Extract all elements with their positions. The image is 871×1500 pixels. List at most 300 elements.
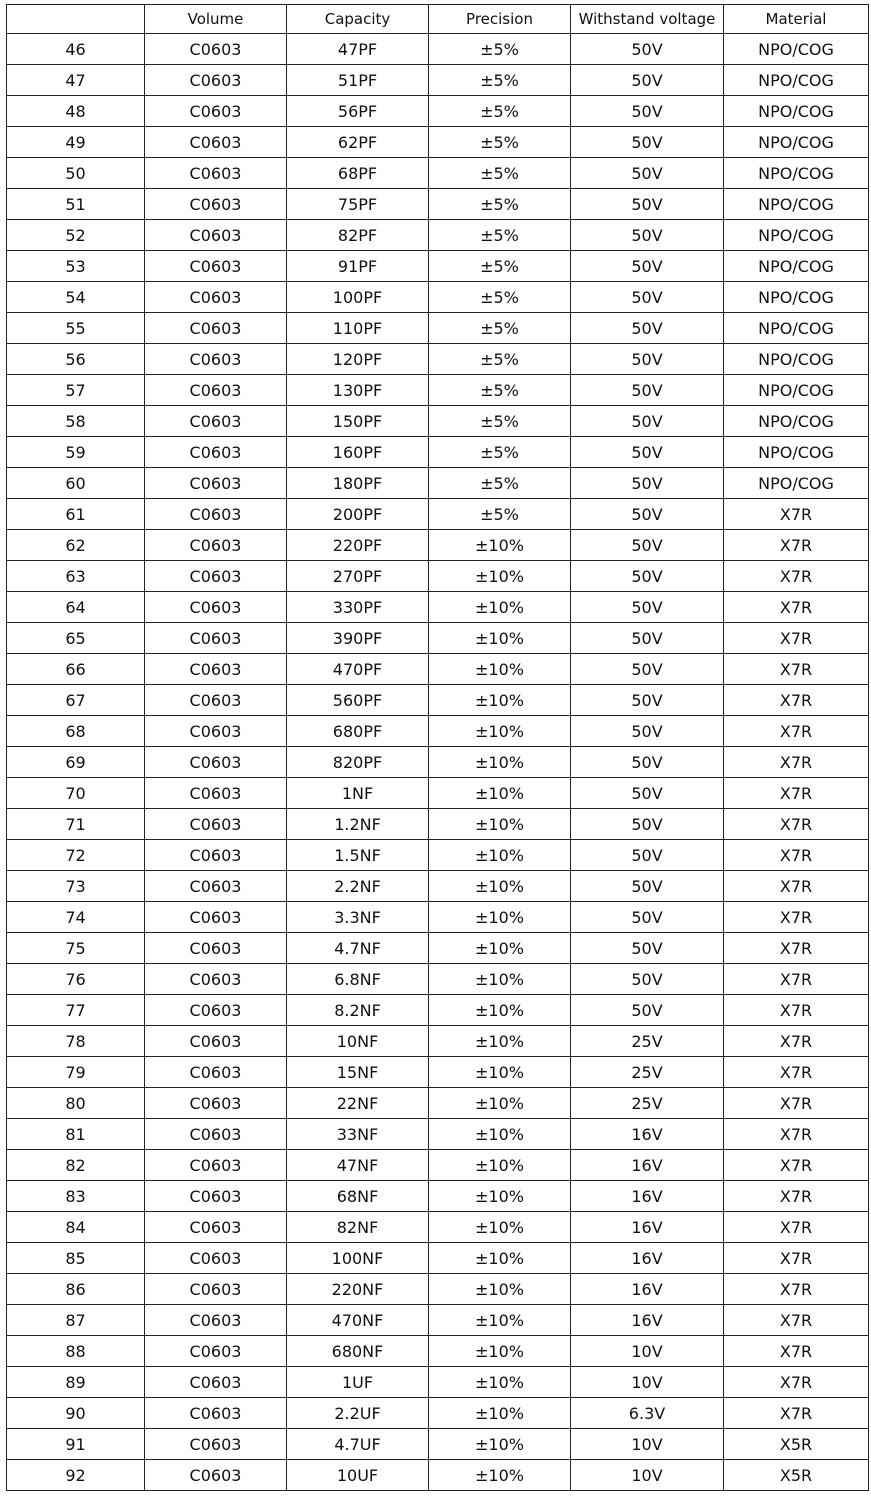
cell-material: NPO/COG <box>724 65 869 96</box>
cell-withstand-voltage: 10V <box>571 1367 724 1398</box>
cell-withstand-voltage: 50V <box>571 282 724 313</box>
cell-volume: C0603 <box>145 220 287 251</box>
cell-withstand-voltage: 50V <box>571 220 724 251</box>
table-row <box>7 1336 869 1367</box>
cell-material: X7R <box>724 1088 869 1119</box>
cell-index: 80 <box>7 1088 145 1119</box>
table-row <box>7 34 869 65</box>
cell-withstand-voltage: 50V <box>571 747 724 778</box>
cell-material: X7R <box>724 1336 869 1367</box>
cell-index: 47 <box>7 65 145 96</box>
cell-precision: ±10% <box>429 809 571 840</box>
cell-withstand-voltage: 50V <box>571 592 724 623</box>
table-row <box>7 1119 869 1150</box>
cell-volume: C0603 <box>145 65 287 96</box>
table-row <box>7 964 869 995</box>
table-row <box>7 778 869 809</box>
cell-precision: ±10% <box>429 747 571 778</box>
cell-index: 82 <box>7 1150 145 1181</box>
cell-index: 89 <box>7 1367 145 1398</box>
cell-precision: ±10% <box>429 1088 571 1119</box>
cell-precision: ±5% <box>429 344 571 375</box>
cell-capacity: 120PF <box>287 344 429 375</box>
cell-index: 46 <box>7 34 145 65</box>
cell-capacity: 82PF <box>287 220 429 251</box>
cell-withstand-voltage: 50V <box>571 964 724 995</box>
cell-withstand-voltage: 16V <box>571 1150 724 1181</box>
cell-index: 72 <box>7 840 145 871</box>
cell-withstand-voltage: 50V <box>571 778 724 809</box>
cell-capacity: 270PF <box>287 561 429 592</box>
cell-withstand-voltage: 25V <box>571 1088 724 1119</box>
cell-material: X7R <box>724 623 869 654</box>
cell-index: 52 <box>7 220 145 251</box>
table-row <box>7 1181 869 1212</box>
cell-capacity: 3.3NF <box>287 902 429 933</box>
cell-material: X7R <box>724 592 869 623</box>
cell-precision: ±5% <box>429 34 571 65</box>
cell-volume: C0603 <box>145 1119 287 1150</box>
cell-capacity: 100PF <box>287 282 429 313</box>
cell-index: 76 <box>7 964 145 995</box>
cell-index: 75 <box>7 933 145 964</box>
cell-volume: C0603 <box>145 1057 287 1088</box>
table-row <box>7 809 869 840</box>
cell-precision: ±10% <box>429 1336 571 1367</box>
cell-volume: C0603 <box>145 375 287 406</box>
cell-withstand-voltage: 50V <box>571 995 724 1026</box>
cell-index: 58 <box>7 406 145 437</box>
table-row <box>7 1274 869 1305</box>
cell-volume: C0603 <box>145 127 287 158</box>
cell-capacity: 180PF <box>287 468 429 499</box>
cell-index: 91 <box>7 1429 145 1460</box>
cell-index: 90 <box>7 1398 145 1429</box>
cell-precision: ±10% <box>429 778 571 809</box>
cell-material: X7R <box>724 902 869 933</box>
cell-index: 66 <box>7 654 145 685</box>
cell-index: 77 <box>7 995 145 1026</box>
cell-material: NPO/COG <box>724 375 869 406</box>
cell-precision: ±10% <box>429 592 571 623</box>
cell-capacity: 75PF <box>287 189 429 220</box>
cell-withstand-voltage: 10V <box>571 1429 724 1460</box>
cell-volume: C0603 <box>145 313 287 344</box>
header-precision: Precision <box>429 5 571 34</box>
cell-material: NPO/COG <box>724 96 869 127</box>
cell-volume: C0603 <box>145 499 287 530</box>
cell-capacity: 6.8NF <box>287 964 429 995</box>
cell-precision: ±10% <box>429 1274 571 1305</box>
cell-index: 55 <box>7 313 145 344</box>
cell-index: 49 <box>7 127 145 158</box>
cell-material: NPO/COG <box>724 34 869 65</box>
cell-precision: ±5% <box>429 96 571 127</box>
header-row <box>7 5 869 34</box>
cell-index: 62 <box>7 530 145 561</box>
cell-capacity: 470PF <box>287 654 429 685</box>
cell-capacity: 220PF <box>287 530 429 561</box>
cell-withstand-voltage: 50V <box>571 344 724 375</box>
table-body <box>7 34 869 1491</box>
cell-material: X5R <box>724 1460 869 1491</box>
cell-volume: C0603 <box>145 1243 287 1274</box>
cell-material: NPO/COG <box>724 189 869 220</box>
table-row <box>7 716 869 747</box>
table-row <box>7 747 869 778</box>
cell-withstand-voltage: 50V <box>571 716 724 747</box>
cell-precision: ±10% <box>429 1026 571 1057</box>
cell-withstand-voltage: 50V <box>571 34 724 65</box>
cell-precision: ±10% <box>429 995 571 1026</box>
cell-volume: C0603 <box>145 1274 287 1305</box>
table-row <box>7 1460 869 1491</box>
cell-capacity: 10NF <box>287 1026 429 1057</box>
cell-index: 81 <box>7 1119 145 1150</box>
cell-precision: ±10% <box>429 933 571 964</box>
cell-material: NPO/COG <box>724 251 869 282</box>
cell-withstand-voltage: 16V <box>571 1305 724 1336</box>
cell-volume: C0603 <box>145 406 287 437</box>
table-row <box>7 499 869 530</box>
table-header <box>7 5 869 34</box>
cell-precision: ±5% <box>429 189 571 220</box>
cell-material: X7R <box>724 747 869 778</box>
cell-withstand-voltage: 50V <box>571 313 724 344</box>
cell-precision: ±10% <box>429 1398 571 1429</box>
cell-index: 59 <box>7 437 145 468</box>
cell-index: 88 <box>7 1336 145 1367</box>
cell-withstand-voltage: 50V <box>571 96 724 127</box>
cell-material: X7R <box>724 1274 869 1305</box>
cell-capacity: 1.5NF <box>287 840 429 871</box>
cell-capacity: 56PF <box>287 96 429 127</box>
cell-capacity: 470NF <box>287 1305 429 1336</box>
cell-index: 83 <box>7 1181 145 1212</box>
table-row <box>7 189 869 220</box>
cell-capacity: 150PF <box>287 406 429 437</box>
cell-withstand-voltage: 50V <box>571 840 724 871</box>
cell-volume: C0603 <box>145 1429 287 1460</box>
cell-withstand-voltage: 16V <box>571 1181 724 1212</box>
cell-precision: ±10% <box>429 1057 571 1088</box>
cell-withstand-voltage: 50V <box>571 809 724 840</box>
cell-volume: C0603 <box>145 1181 287 1212</box>
spec-table-container <box>6 4 869 1491</box>
cell-volume: C0603 <box>145 995 287 1026</box>
cell-precision: ±5% <box>429 282 571 313</box>
table-row <box>7 1057 869 1088</box>
table-row <box>7 1150 869 1181</box>
cell-index: 61 <box>7 499 145 530</box>
cell-capacity: 68PF <box>287 158 429 189</box>
cell-precision: ±10% <box>429 871 571 902</box>
cell-capacity: 200PF <box>287 499 429 530</box>
cell-material: X7R <box>724 530 869 561</box>
cell-material: NPO/COG <box>724 437 869 468</box>
cell-precision: ±10% <box>429 1367 571 1398</box>
cell-index: 50 <box>7 158 145 189</box>
cell-volume: C0603 <box>145 716 287 747</box>
cell-capacity: 160PF <box>287 437 429 468</box>
capacitor-spec-table <box>6 4 869 1491</box>
table-row <box>7 530 869 561</box>
cell-volume: C0603 <box>145 158 287 189</box>
cell-precision: ±10% <box>429 530 571 561</box>
cell-precision: ±5% <box>429 468 571 499</box>
cell-volume: C0603 <box>145 189 287 220</box>
cell-volume: C0603 <box>145 251 287 282</box>
cell-index: 79 <box>7 1057 145 1088</box>
cell-capacity: 680NF <box>287 1336 429 1367</box>
cell-volume: C0603 <box>145 778 287 809</box>
cell-volume: C0603 <box>145 623 287 654</box>
table-row <box>7 1398 869 1429</box>
cell-volume: C0603 <box>145 871 287 902</box>
cell-capacity: 4.7NF <box>287 933 429 964</box>
cell-material: NPO/COG <box>724 468 869 499</box>
cell-material: NPO/COG <box>724 344 869 375</box>
cell-withstand-voltage: 50V <box>571 871 724 902</box>
table-row <box>7 437 869 468</box>
cell-withstand-voltage: 50V <box>571 561 724 592</box>
cell-index: 51 <box>7 189 145 220</box>
table-row <box>7 1026 869 1057</box>
cell-capacity: 68NF <box>287 1181 429 1212</box>
header-capacity: Capacity <box>287 5 429 34</box>
cell-index: 74 <box>7 902 145 933</box>
table-row <box>7 561 869 592</box>
cell-index: 63 <box>7 561 145 592</box>
cell-precision: ±5% <box>429 313 571 344</box>
cell-capacity: 22NF <box>287 1088 429 1119</box>
table-row <box>7 623 869 654</box>
cell-capacity: 4.7UF <box>287 1429 429 1460</box>
cell-volume: C0603 <box>145 747 287 778</box>
table-row <box>7 902 869 933</box>
cell-withstand-voltage: 16V <box>571 1274 724 1305</box>
cell-capacity: 680PF <box>287 716 429 747</box>
cell-capacity: 33NF <box>287 1119 429 1150</box>
header-volume: Volume <box>145 5 287 34</box>
cell-precision: ±10% <box>429 716 571 747</box>
cell-precision: ±5% <box>429 65 571 96</box>
cell-volume: C0603 <box>145 840 287 871</box>
cell-withstand-voltage: 50V <box>571 499 724 530</box>
cell-withstand-voltage: 50V <box>571 685 724 716</box>
cell-capacity: 47PF <box>287 34 429 65</box>
table-row <box>7 313 869 344</box>
cell-volume: C0603 <box>145 1088 287 1119</box>
table-row <box>7 406 869 437</box>
cell-material: X7R <box>724 1398 869 1429</box>
cell-material: NPO/COG <box>724 220 869 251</box>
cell-capacity: 100NF <box>287 1243 429 1274</box>
cell-material: X7R <box>724 685 869 716</box>
cell-capacity: 220NF <box>287 1274 429 1305</box>
table-row <box>7 468 869 499</box>
cell-precision: ±5% <box>429 127 571 158</box>
table-row <box>7 654 869 685</box>
cell-precision: ±10% <box>429 685 571 716</box>
header-index <box>7 5 145 34</box>
cell-volume: C0603 <box>145 34 287 65</box>
cell-precision: ±10% <box>429 1305 571 1336</box>
cell-precision: ±10% <box>429 561 571 592</box>
table-row <box>7 220 869 251</box>
cell-withstand-voltage: 50V <box>571 406 724 437</box>
cell-precision: ±10% <box>429 1212 571 1243</box>
cell-index: 78 <box>7 1026 145 1057</box>
cell-capacity: 10UF <box>287 1460 429 1491</box>
cell-volume: C0603 <box>145 933 287 964</box>
cell-withstand-voltage: 10V <box>571 1336 724 1367</box>
table-row <box>7 685 869 716</box>
cell-index: 48 <box>7 96 145 127</box>
cell-index: 65 <box>7 623 145 654</box>
cell-volume: C0603 <box>145 1398 287 1429</box>
cell-volume: C0603 <box>145 282 287 313</box>
cell-material: NPO/COG <box>724 313 869 344</box>
table-row <box>7 1429 869 1460</box>
table-row <box>7 840 869 871</box>
cell-material: X7R <box>724 933 869 964</box>
cell-precision: ±5% <box>429 499 571 530</box>
table-row <box>7 592 869 623</box>
cell-index: 85 <box>7 1243 145 1274</box>
cell-capacity: 8.2NF <box>287 995 429 1026</box>
cell-material: X7R <box>724 1212 869 1243</box>
header-withstand-voltage: Withstand voltage <box>571 5 724 34</box>
cell-material: X7R <box>724 871 869 902</box>
cell-withstand-voltage: 50V <box>571 623 724 654</box>
cell-withstand-voltage: 50V <box>571 65 724 96</box>
cell-withstand-voltage: 50V <box>571 127 724 158</box>
cell-material: X7R <box>724 778 869 809</box>
cell-material: X7R <box>724 1367 869 1398</box>
cell-index: 67 <box>7 685 145 716</box>
cell-withstand-voltage: 50V <box>571 468 724 499</box>
cell-capacity: 330PF <box>287 592 429 623</box>
cell-withstand-voltage: 50V <box>571 251 724 282</box>
cell-index: 87 <box>7 1305 145 1336</box>
cell-volume: C0603 <box>145 1305 287 1336</box>
header-material: Material <box>724 5 869 34</box>
cell-index: 68 <box>7 716 145 747</box>
cell-volume: C0603 <box>145 561 287 592</box>
cell-precision: ±5% <box>429 437 571 468</box>
cell-withstand-voltage: 50V <box>571 189 724 220</box>
table-row <box>7 933 869 964</box>
table-row <box>7 1305 869 1336</box>
table-row <box>7 65 869 96</box>
cell-volume: C0603 <box>145 1460 287 1491</box>
cell-index: 57 <box>7 375 145 406</box>
cell-precision: ±10% <box>429 1460 571 1491</box>
table-row <box>7 251 869 282</box>
cell-material: NPO/COG <box>724 282 869 313</box>
cell-precision: ±10% <box>429 1150 571 1181</box>
cell-capacity: 91PF <box>287 251 429 282</box>
cell-volume: C0603 <box>145 468 287 499</box>
cell-capacity: 390PF <box>287 623 429 654</box>
cell-material: X7R <box>724 654 869 685</box>
cell-material: X7R <box>724 1150 869 1181</box>
cell-index: 70 <box>7 778 145 809</box>
cell-volume: C0603 <box>145 654 287 685</box>
table-row <box>7 127 869 158</box>
cell-index: 73 <box>7 871 145 902</box>
cell-precision: ±10% <box>429 1243 571 1274</box>
cell-material: X7R <box>724 1057 869 1088</box>
table-row <box>7 158 869 189</box>
cell-material: X7R <box>724 1305 869 1336</box>
table-row <box>7 995 869 1026</box>
cell-volume: C0603 <box>145 1212 287 1243</box>
table-row <box>7 344 869 375</box>
cell-index: 54 <box>7 282 145 313</box>
cell-precision: ±10% <box>429 654 571 685</box>
cell-index: 71 <box>7 809 145 840</box>
cell-volume: C0603 <box>145 592 287 623</box>
cell-index: 69 <box>7 747 145 778</box>
cell-withstand-voltage: 16V <box>571 1243 724 1274</box>
cell-index: 86 <box>7 1274 145 1305</box>
cell-volume: C0603 <box>145 1150 287 1181</box>
cell-capacity: 2.2NF <box>287 871 429 902</box>
cell-withstand-voltage: 25V <box>571 1026 724 1057</box>
cell-capacity: 2.2UF <box>287 1398 429 1429</box>
cell-precision: ±5% <box>429 158 571 189</box>
table-row <box>7 282 869 313</box>
cell-material: NPO/COG <box>724 127 869 158</box>
cell-material: X7R <box>724 1243 869 1274</box>
cell-volume: C0603 <box>145 685 287 716</box>
cell-withstand-voltage: 50V <box>571 902 724 933</box>
table-row <box>7 1367 869 1398</box>
cell-index: 84 <box>7 1212 145 1243</box>
cell-volume: C0603 <box>145 1336 287 1367</box>
cell-precision: ±10% <box>429 623 571 654</box>
cell-material: X7R <box>724 964 869 995</box>
table-row <box>7 96 869 127</box>
cell-precision: ±10% <box>429 1181 571 1212</box>
cell-withstand-voltage: 50V <box>571 933 724 964</box>
cell-precision: ±10% <box>429 1119 571 1150</box>
cell-precision: ±5% <box>429 251 571 282</box>
cell-capacity: 82NF <box>287 1212 429 1243</box>
cell-precision: ±10% <box>429 902 571 933</box>
cell-material: X7R <box>724 995 869 1026</box>
cell-withstand-voltage: 16V <box>571 1119 724 1150</box>
cell-withstand-voltage: 10V <box>571 1460 724 1491</box>
cell-index: 64 <box>7 592 145 623</box>
cell-capacity: 47NF <box>287 1150 429 1181</box>
cell-capacity: 1UF <box>287 1367 429 1398</box>
cell-capacity: 15NF <box>287 1057 429 1088</box>
cell-volume: C0603 <box>145 809 287 840</box>
table-row <box>7 1212 869 1243</box>
cell-capacity: 820PF <box>287 747 429 778</box>
cell-material: NPO/COG <box>724 158 869 189</box>
cell-precision: ±10% <box>429 840 571 871</box>
cell-capacity: 62PF <box>287 127 429 158</box>
cell-material: X7R <box>724 1119 869 1150</box>
cell-precision: ±5% <box>429 220 571 251</box>
cell-material: X7R <box>724 716 869 747</box>
cell-material: X5R <box>724 1429 869 1460</box>
cell-index: 53 <box>7 251 145 282</box>
